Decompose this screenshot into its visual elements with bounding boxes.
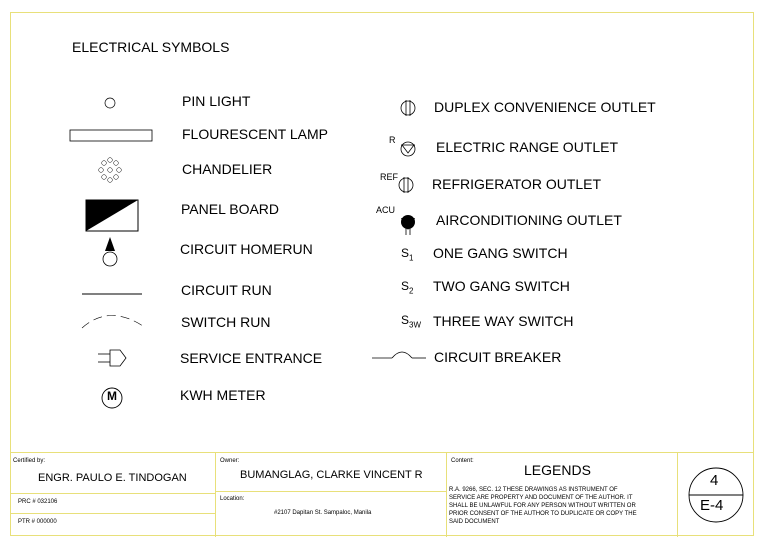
aircon-outlet-prefix: ACU [376, 205, 396, 215]
range-outlet-icon [401, 142, 415, 156]
label-panel-board: PANEL BOARD [181, 201, 280, 217]
ptr-number: PTR # 000000 [18, 519, 57, 525]
label-one-gang-switch: ONE GANG SWITCH [433, 245, 568, 261]
label-three-way-switch: THREE WAY SWITCH [433, 313, 574, 329]
one-gang-switch-icon: $S_1$ [401, 246, 414, 263]
label-two-gang-switch: TWO GANG SWITCH [433, 278, 570, 294]
sheet-number-circle [683, 459, 749, 531]
label-aircon-outlet: AIRCONDITIONING OUTLET [436, 212, 622, 228]
circuit-homerun-icon [103, 237, 117, 266]
right-symbols-graphics [370, 92, 434, 372]
sheet-code: E-4 [700, 497, 724, 514]
content-title: LEGENDS [524, 462, 591, 478]
notice-line-3: SHALL BE UNLAWFUL FOR ANY PERSON WITHOUT WRITTEN OR [449, 503, 636, 509]
label-switch-run: SWITCH RUN [181, 314, 271, 330]
prc-number: PRC # 032106 [18, 499, 58, 505]
label-fluorescent-lamp: FLOURESCENT LAMP [182, 126, 328, 142]
label-circuit-run: CIRCUIT RUN [181, 282, 272, 298]
content-label: Content: [451, 458, 474, 464]
location-label: Location: [220, 496, 245, 502]
sheet-title: ELECTRICAL SYMBOLS [72, 39, 230, 55]
label-pin-light: PIN LIGHT [182, 93, 251, 109]
title-block [10, 452, 754, 537]
refrigerator-outlet-icon [399, 177, 413, 193]
label-refrigerator-outlet: REFRIGERATOR OUTLET [432, 176, 602, 192]
kwh-meter-symbol-text: M [107, 389, 117, 403]
three-way-switch-icon: $S_{3W}$ [401, 313, 422, 330]
certified-label: Certified by: [13, 458, 46, 464]
label-chandelier: CHANDELIER [182, 161, 273, 177]
service-entrance-icon [98, 350, 126, 366]
switch-run-icon [82, 316, 146, 329]
circuit-breaker-icon [372, 352, 426, 358]
notice-line-4: PRIOR CONSENT OF THE AUTHOR TO DUPLICATE OR COPY THE [449, 511, 637, 517]
location-address: #2107 Dapitan St. Sampaloc, Manila [274, 510, 372, 516]
label-duplex-outlet: DUPLEX CONVENIENCE OUTLET [434, 99, 656, 115]
owner-name: BUMANGLAG, CLARKE VINCENT R [240, 469, 423, 481]
sheet-number: 4 [710, 472, 719, 489]
owner-label: Owner: [220, 458, 240, 464]
aircon-outlet-icon [401, 215, 415, 235]
notice-line-1: R.A. 9266, SEC. 12 THESE DRAWINGS AS INSTRUMENT OF [449, 487, 618, 493]
panel-board-icon [86, 200, 138, 231]
label-kwh-meter: KWH METER [180, 387, 266, 403]
label-range-outlet: ELECTRIC RANGE OUTLET [436, 139, 619, 155]
notice-line-5: SAID DOCUMENT [449, 519, 500, 525]
range-outlet-prefix: R [389, 135, 396, 145]
refrigerator-outlet-prefix: REF [380, 172, 398, 182]
two-gang-switch-icon: $S_2$ [401, 279, 414, 296]
engineer-name: ENGR. PAULO E. TINDOGAN [38, 472, 187, 484]
label-service-entrance: SERVICE ENTRANCE [180, 350, 323, 366]
fluorescent-lamp-icon [70, 130, 152, 141]
notice-line-2: SERVICE ARE PROPERTY AND DOCUMENT OF THE AUTHOR. IT [449, 495, 633, 501]
duplex-outlet-icon [401, 100, 415, 116]
label-circuit-homerun: CIRCUIT HOMERUN [180, 241, 313, 257]
left-symbols-graphics [60, 88, 170, 418]
label-circuit-breaker: CIRCUIT BREAKER [434, 349, 562, 365]
pin-light-icon [105, 98, 115, 108]
chandelier-icon [99, 158, 122, 183]
